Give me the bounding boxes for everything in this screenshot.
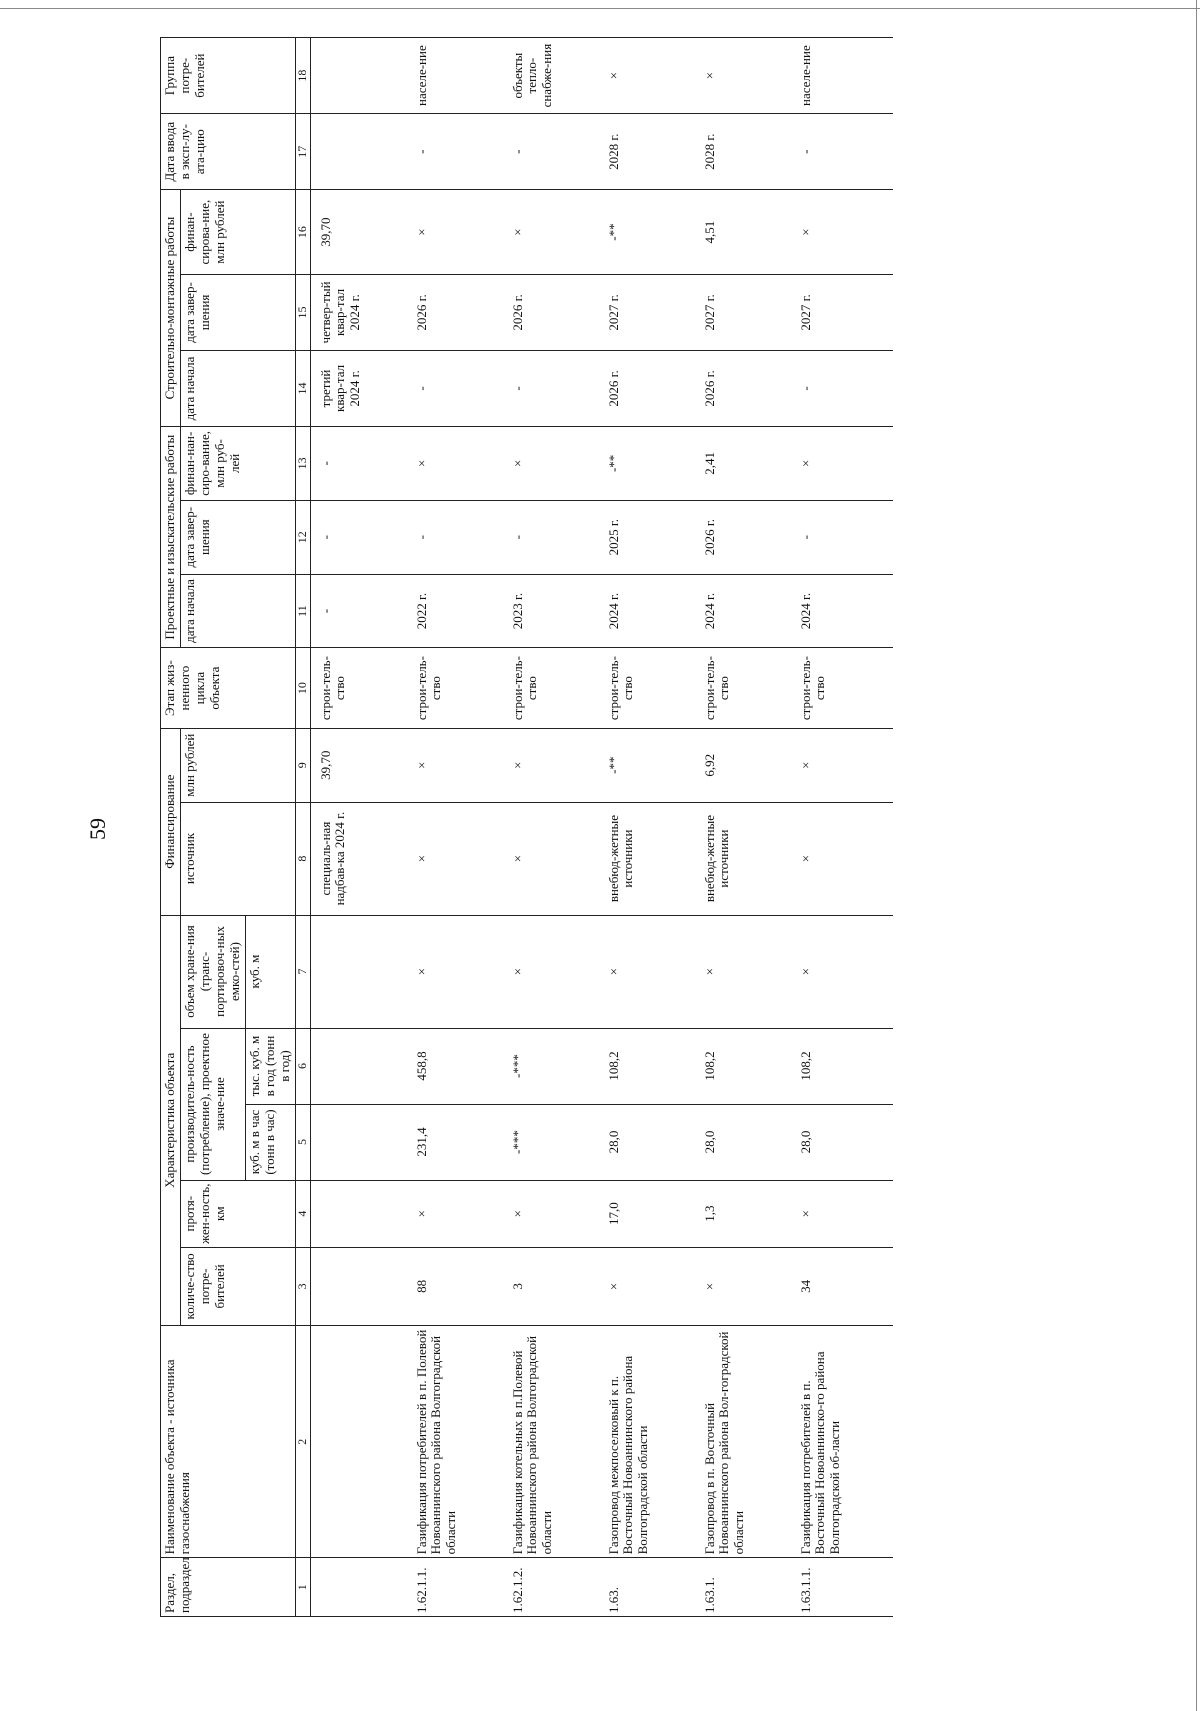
table-cell: 2024 г. bbox=[797, 574, 893, 648]
column-number: 9 bbox=[295, 728, 310, 802]
table-cell: 39,70 bbox=[310, 728, 413, 802]
header-fin-source: источник bbox=[180, 802, 295, 915]
table-cell: Газификация потребителей в п. Восточный Новоаннинско-го района Волгоградской об-ласти bbox=[797, 1326, 893, 1558]
gas-supply-table bbox=[160, 37, 893, 1617]
column-number: 14 bbox=[295, 350, 310, 426]
table-cell: строи-тель-ство bbox=[797, 648, 893, 728]
table-cell: × bbox=[413, 915, 509, 1028]
table-cell: × bbox=[605, 38, 701, 114]
header-capacity: производитель-ность (потребление), проектное значе-ние bbox=[180, 1028, 245, 1180]
table-cell: × bbox=[701, 1247, 797, 1325]
table-cell: 4,51 bbox=[701, 190, 797, 275]
table-cell bbox=[310, 1180, 413, 1247]
table-cell: 2026 г. bbox=[509, 274, 605, 350]
table-cell: 2026 г. bbox=[413, 274, 509, 350]
table-cell: 6,92 bbox=[701, 728, 797, 802]
column-number: 18 bbox=[295, 38, 310, 114]
header-design-start: дата начала bbox=[180, 574, 295, 648]
table-cell: × bbox=[509, 426, 605, 500]
table-cell: четвер-тый квар-тал 2024 г. bbox=[310, 274, 413, 350]
column-number: 2 bbox=[295, 1326, 310, 1558]
table-cell: 17,0 bbox=[605, 1180, 701, 1247]
column-number: 16 bbox=[295, 190, 310, 275]
table-row bbox=[310, 38, 413, 1617]
header-name: Наименование объекта - источника газоснабжения bbox=[161, 1326, 296, 1558]
table-cell: внебюд-жетные источники bbox=[605, 802, 701, 915]
column-number: 13 bbox=[295, 426, 310, 500]
table-cell: -** bbox=[605, 426, 701, 500]
rotated-table-sheet bbox=[160, 37, 1030, 1617]
table-cell: 2023 г. bbox=[509, 574, 605, 648]
table-cell: 28,0 bbox=[797, 1104, 893, 1180]
table-cell: 458,8 bbox=[413, 1028, 509, 1104]
header-storage-unit: куб. м bbox=[245, 915, 295, 1028]
table-cell: объекты тепло-снабже-ния bbox=[509, 38, 605, 114]
table-cell: 2025 г. bbox=[605, 500, 701, 574]
table-cell: 28,0 bbox=[701, 1104, 797, 1180]
table-cell: × bbox=[797, 915, 893, 1028]
table-cell: 2026 г. bbox=[701, 500, 797, 574]
table-cell: 2027 г. bbox=[797, 274, 893, 350]
table-row bbox=[509, 38, 605, 1617]
table-cell: × bbox=[605, 915, 701, 1028]
header-constr-fin: финан-сирова-ние, млн рублей bbox=[180, 190, 295, 275]
header-storage: объем хране-ния (транс-портировоч-ных емко-стей) bbox=[180, 915, 245, 1028]
table-cell: 39,70 bbox=[310, 190, 413, 275]
table-cell: × bbox=[797, 426, 893, 500]
header-financing: Финансирование bbox=[161, 728, 181, 915]
table-cell: строи-тель-ство bbox=[701, 648, 797, 728]
table-cell: × bbox=[509, 915, 605, 1028]
table-cell: -** bbox=[605, 190, 701, 275]
table-cell: 1.62.1.1. bbox=[413, 1558, 509, 1617]
table-cell: × bbox=[413, 802, 509, 915]
table-cell: - bbox=[413, 350, 509, 426]
table-cell: Газификация потребителей в п. Полевой Новоаннинского района Волгоградской области bbox=[413, 1326, 509, 1558]
table-cell: - bbox=[797, 350, 893, 426]
column-number: 10 bbox=[295, 648, 310, 728]
table-cell: × bbox=[605, 1247, 701, 1325]
column-number-row bbox=[295, 38, 310, 1617]
table-cell: - bbox=[509, 350, 605, 426]
table-cell: 3 bbox=[509, 1247, 605, 1325]
table-cell: третий квар-тал 2024 г. bbox=[310, 350, 413, 426]
table-cell: 2024 г. bbox=[605, 574, 701, 648]
table-cell: 2022 г. bbox=[413, 574, 509, 648]
header-section: Раздел, подраздел bbox=[161, 1558, 296, 1617]
table-cell: населе-ние bbox=[797, 38, 893, 114]
table-cell: 2026 г. bbox=[605, 350, 701, 426]
header-group: Группа потре-бителей bbox=[161, 38, 296, 114]
table-cell: специаль-ная надбав-ка 2024 г. bbox=[310, 802, 413, 915]
header-construction: Строительно-монтажные работы bbox=[161, 190, 181, 427]
table-cell: - bbox=[509, 500, 605, 574]
column-number: 7 bbox=[295, 915, 310, 1028]
table-cell: × bbox=[509, 802, 605, 915]
table-cell: -*** bbox=[509, 1028, 605, 1104]
table-cell bbox=[310, 114, 413, 190]
table-cell: 108,2 bbox=[797, 1028, 893, 1104]
table-cell: 231,4 bbox=[413, 1104, 509, 1180]
table-cell: × bbox=[797, 802, 893, 915]
table-cell: - bbox=[413, 114, 509, 190]
column-number: 11 bbox=[295, 574, 310, 648]
table-cell: 1.63.1.1. bbox=[797, 1558, 893, 1617]
header-constr-start: дата начала bbox=[180, 350, 295, 426]
column-number: 17 bbox=[295, 114, 310, 190]
table-cell: 2024 г. bbox=[701, 574, 797, 648]
table-row bbox=[605, 38, 701, 1617]
column-number: 5 bbox=[295, 1104, 310, 1180]
table-cell: 2026 г. bbox=[701, 350, 797, 426]
table-cell: × bbox=[797, 728, 893, 802]
table-cell: 88 bbox=[413, 1247, 509, 1325]
table-cell: - bbox=[413, 500, 509, 574]
header-constr-end: дата завер-шения bbox=[180, 274, 295, 350]
table-cell bbox=[310, 1028, 413, 1104]
table-cell: - bbox=[797, 114, 893, 190]
table-cell: населе-ние bbox=[413, 38, 509, 114]
table-cell bbox=[310, 1326, 413, 1558]
table-cell: строи-тель-ство bbox=[605, 648, 701, 728]
table-cell: Газификация котельных в п.Полевой Новоаннинского района Волгоградской области bbox=[509, 1326, 605, 1558]
table-cell: × bbox=[509, 190, 605, 275]
column-number: 12 bbox=[295, 500, 310, 574]
table-body bbox=[310, 38, 893, 1617]
table-cell: 34 bbox=[797, 1247, 893, 1325]
header-length: протя-жен-ность, км bbox=[180, 1180, 295, 1247]
table-cell: - bbox=[310, 500, 413, 574]
table-cell bbox=[310, 1104, 413, 1180]
table-cell: × bbox=[797, 190, 893, 275]
column-number: 6 bbox=[295, 1028, 310, 1104]
table-cell: внебюд-жетные источники bbox=[701, 802, 797, 915]
table-cell: 2028 г. bbox=[701, 114, 797, 190]
column-number: 8 bbox=[295, 802, 310, 915]
table-cell bbox=[310, 38, 413, 114]
header-design-fin: финан-нан-сиро-вание, млн руб-лей bbox=[180, 426, 295, 500]
table-cell: -** bbox=[605, 728, 701, 802]
header-design: Проектные и изыскательские работы bbox=[161, 426, 181, 647]
table-cell: Газопровод межпоселковый к п. Восточный Новоаннинского района Волгоградской области bbox=[605, 1326, 701, 1558]
table-cell: - bbox=[310, 426, 413, 500]
table-cell bbox=[310, 1558, 413, 1617]
table-cell: 2028 г. bbox=[605, 114, 701, 190]
table-cell: 1.63.1. bbox=[701, 1558, 797, 1617]
table-cell: 108,2 bbox=[701, 1028, 797, 1104]
header-commission: Дата ввода в эксп-лу-ата-цию bbox=[161, 114, 296, 190]
column-number: 3 bbox=[295, 1247, 310, 1325]
header-characteristics: Характеристика объекта bbox=[161, 915, 181, 1325]
table-cell: × bbox=[413, 1180, 509, 1247]
header-design-end: дата завер-шения bbox=[180, 500, 295, 574]
table-cell: × bbox=[509, 1180, 605, 1247]
header-capacity-year: тыс. куб. м в год (тонн в год) bbox=[245, 1028, 295, 1104]
table-cell: Газопровод в п. Восточный Новоаннинского района Вол-гоградской области bbox=[701, 1326, 797, 1558]
header-consumers-count: количе-ство потре-бителей bbox=[180, 1247, 295, 1325]
header-fin-amount: млн рублей bbox=[180, 728, 295, 802]
table-cell: 28,0 bbox=[605, 1104, 701, 1180]
table-cell: 1,3 bbox=[701, 1180, 797, 1247]
header-lifecycle: Этап жиз-ненного цикла объекта bbox=[161, 648, 296, 728]
column-number: 15 bbox=[295, 274, 310, 350]
table-row bbox=[413, 38, 509, 1617]
column-number: 1 bbox=[295, 1558, 310, 1617]
table-cell bbox=[310, 1247, 413, 1325]
table-cell: -*** bbox=[509, 1104, 605, 1180]
column-number: 4 bbox=[295, 1180, 310, 1247]
table-row bbox=[701, 38, 797, 1617]
table-cell bbox=[310, 915, 413, 1028]
table-cell: 1.63. bbox=[605, 1558, 701, 1617]
table-cell: × bbox=[701, 915, 797, 1028]
table-cell: × bbox=[701, 38, 797, 114]
table-cell: 2,41 bbox=[701, 426, 797, 500]
table-row bbox=[797, 38, 893, 1617]
table-cell: 108,2 bbox=[605, 1028, 701, 1104]
table-cell: 2027 г. bbox=[605, 274, 701, 350]
table-cell: строи-тель-ство bbox=[413, 648, 509, 728]
table-cell: 2027 г. bbox=[701, 274, 797, 350]
table-cell: - bbox=[310, 574, 413, 648]
table-cell: - bbox=[509, 114, 605, 190]
right-edge-rule bbox=[1196, 0, 1197, 1711]
table-cell: строи-тель-ство bbox=[509, 648, 605, 728]
table-cell: × bbox=[413, 426, 509, 500]
page-number: 59 bbox=[85, 818, 110, 840]
table-cell: - bbox=[797, 500, 893, 574]
table-cell: 1.62.1.2. bbox=[509, 1558, 605, 1617]
table-cell: × bbox=[797, 1180, 893, 1247]
top-edge-rule bbox=[0, 8, 1200, 9]
table-cell: × bbox=[413, 728, 509, 802]
header-capacity-hour: куб. м в час (тонн в час) bbox=[245, 1104, 295, 1180]
table-cell: × bbox=[413, 190, 509, 275]
table-cell: строи-тель-ство bbox=[310, 648, 413, 728]
table-cell: × bbox=[509, 728, 605, 802]
